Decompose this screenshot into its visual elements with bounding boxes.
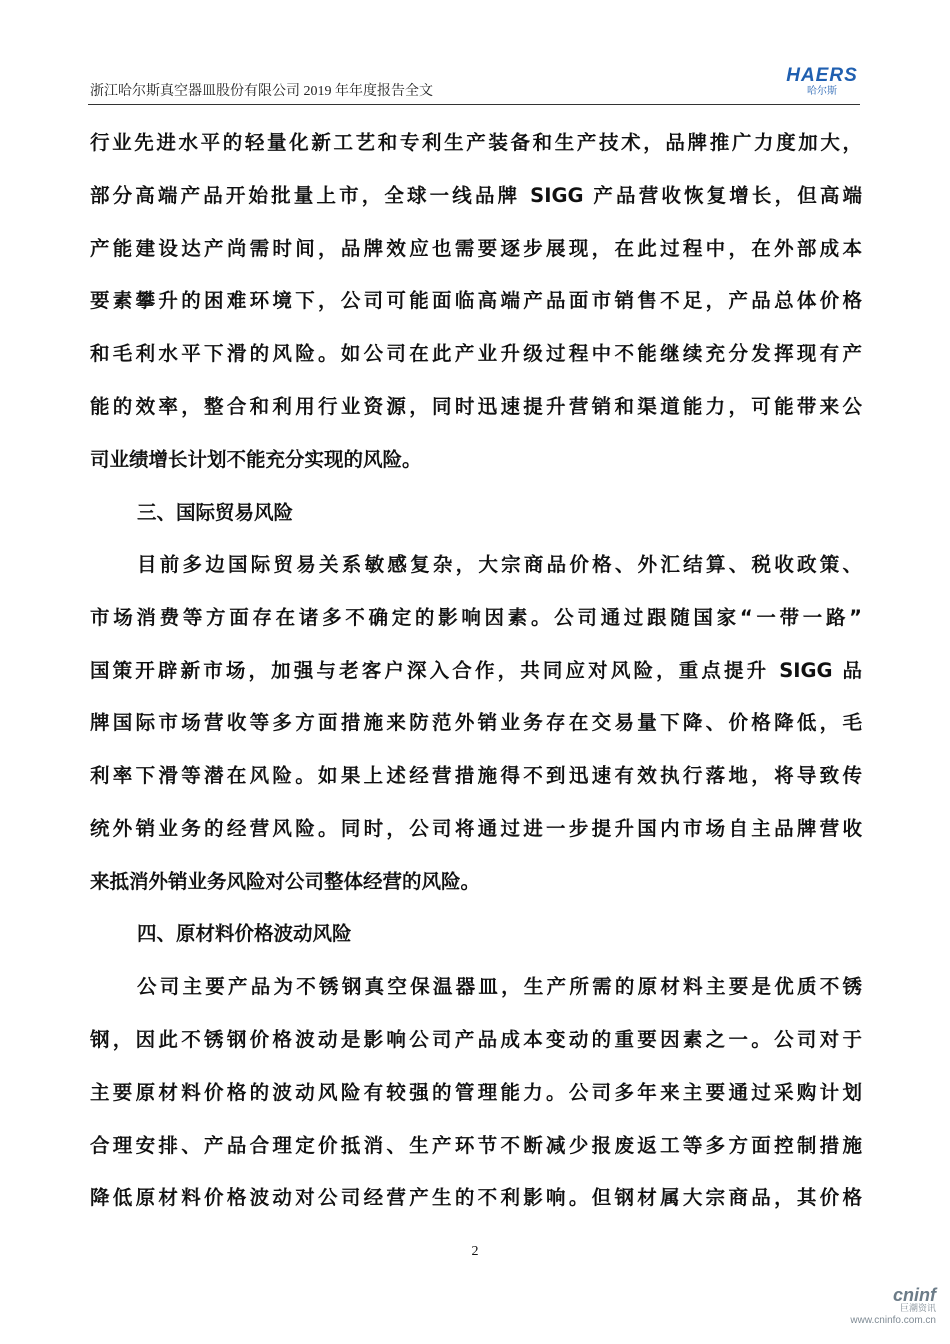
cninfo-watermark: [816, 1286, 936, 1327]
paragraph-line: 市场消费等方面存在诸多不确定的影响因素。公司通过跟随国家“一带一路”: [90, 606, 862, 629]
paragraph-line: 主要原材料价格的波动风险有较强的管理能力。公司多年来主要通过采购计划: [90, 1081, 862, 1104]
paragraph-line: 公司主要产品为不锈钢真空保温器皿，生产所需的原材料主要是优质不锈: [137, 975, 862, 998]
paragraph-line: 部分高端产品开始批量上市，全球一线品牌 SIGG 产品营收恢复增长，但高端: [90, 184, 862, 207]
section-heading-raw-material: 四、原材料价格波动风险: [137, 922, 352, 945]
paragraph-line: 国策开辟新市场，加强与老客户深入合作，共同应对风险，重点提升 SIGG 品: [90, 659, 862, 682]
paragraph-line: 牌国际市场营收等多方面措施来防范外销业务存在交易量下降、价格降低，毛: [90, 711, 862, 734]
header-divider: [88, 104, 860, 105]
paragraph-line: 利率下滑等潜在风险。如果上述经营措施得不到迅速有效执行落地，将导致传: [90, 764, 862, 787]
paragraph-line: 降低原材料价格波动对公司经营产生的不利影响。但钢材属大宗商品，其价格: [90, 1186, 862, 1209]
paragraph-line: 目前多边国际贸易关系敏感复杂，大宗商品价格、外汇结算、税收政策、: [137, 553, 862, 576]
paragraph-line: 司业绩增长计划不能充分实现的风险。: [90, 448, 422, 471]
haers-logo: [782, 66, 862, 102]
watermark-url: www.cninfo.com.cn: [850, 1315, 936, 1326]
paragraph-line: 统外销业务的经营风险。同时，公司将通过进一步提升国内市场自主品牌营收: [90, 817, 862, 840]
paragraph-line: 产能建设达产尚需时间，品牌效应也需要逐步展现，在此过程中，在外部成本: [90, 237, 862, 260]
paragraph-line: 和毛利水平下滑的风险。如公司在此产业升级过程中不能继续充分发挥现有产: [90, 342, 862, 365]
paragraph-line: 钢，因此不锈钢价格波动是影响公司产品成本变动的重要因素之一。公司对于: [90, 1028, 862, 1051]
logo-subtext: 哈尔斯: [807, 86, 837, 97]
report-header-title: 浙江哈尔斯真空器皿股份有限公司 2019 年年度报告全文: [90, 84, 433, 99]
watermark-cn-text: 巨潮资讯: [899, 1304, 936, 1314]
page-number: 2: [471, 1244, 479, 1259]
paragraph-line: 要素攀升的困难环境下，公司可能面临高端产品面市销售不足，产品总体价格: [90, 289, 862, 312]
paragraph-line: 能的效率，整合和利用行业资源，同时迅速提升营销和渠道能力，可能带来公: [90, 395, 862, 418]
paragraph-line: 来抵消外销业务风险对公司整体经营的风险。: [90, 870, 481, 893]
logo-wordmark: HAERS: [786, 65, 858, 86]
paragraph-line: 行业先进水平的轻量化新工艺和专利生产装备和生产技术，品牌推广力度加大，: [90, 131, 862, 154]
watermark-logo: cninf: [893, 1285, 936, 1305]
paragraph-line: 合理安排、产品合理定价抵消、生产环节不断减少报废返工等多方面控制措施: [90, 1134, 862, 1157]
section-heading-international-trade: 三、国际贸易风险: [137, 501, 294, 524]
